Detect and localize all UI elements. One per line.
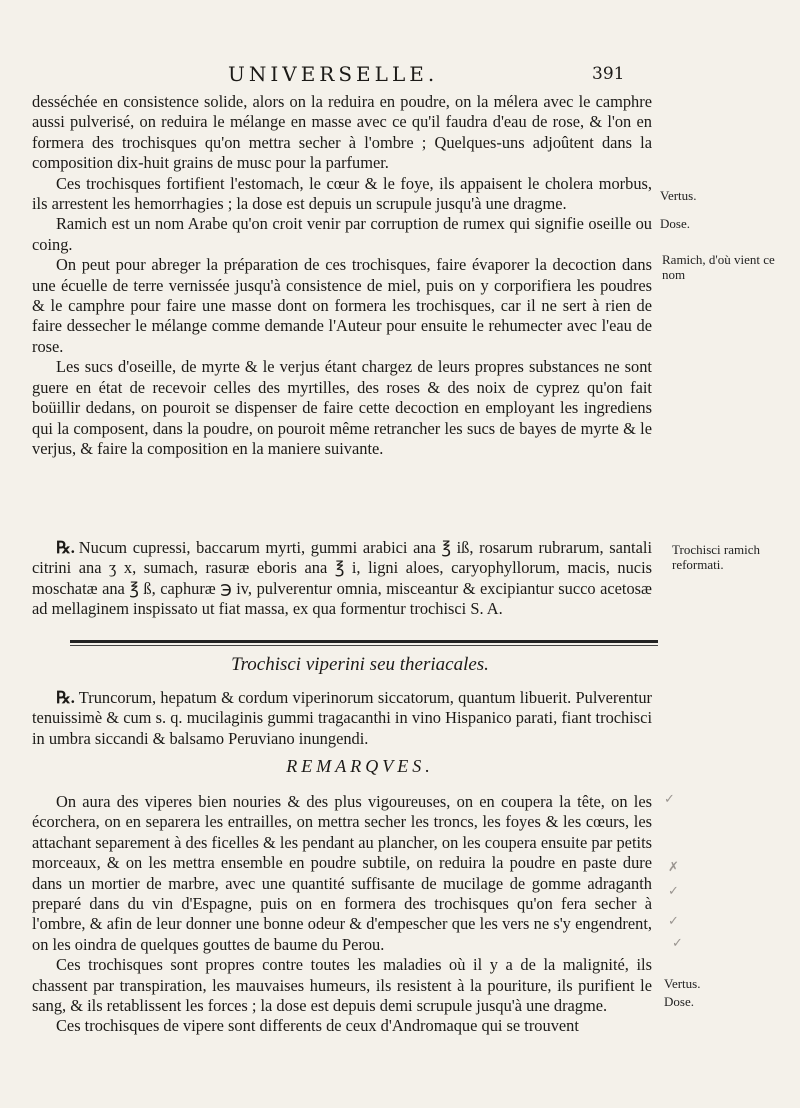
running-title: UNIVERSELLE.: [228, 62, 439, 86]
paragraph: On aura des viperes bien nouries & des plus vigoureuses, on en coupera la tête, on les écorchera, on en separera les entrailles, on mettra secher les troncs, les foyes & les cœurs, les attachant separement à des ficelles & les pendant au plancher, on les coupera ensuite par petits morceaux, & on les mettra ensemble en poudre subtile, on reduira la poudre en paste dure dans un mortier de marbre, avec une quantité suffisante de mucilage de gomme adraganth preparé dans du vin d'Espagne, puis on en formera des trochisques qu'on fera secher à l'ombre, & afin de leur donner une bonne odeur & d'empescher que les vers ne s'y engendrent, on les oindra de quelques gouttes de baume du Perou.: [32, 792, 652, 954]
paragraph: Ces trochisques sont propres contre toutes les maladies où il y a de la malignité, ils chassent par transpiration, les mauvaises humeurs, ils resistent à la pouriture, ils purifient le sang, & ils retablissent les forces ; la dose est depuis demi scrupule jusqu'à une dragme.: [32, 955, 652, 1016]
section-divider: [70, 640, 658, 646]
paragraph: desséchée en consistence solide, alors on la reduira en poudre, on la mélera avec le camphre aussi pulverisé, on reduira le mélange en masse avec ce qu'il faudra d'eau de rose, & l'on en formera des trochisques qu'on mettra secher à l'ombre ; Quelques-uns adjoûtent dans la composition dix-huit grains de musc pour la parfumer.: [32, 92, 652, 173]
paragraph: Ces trochisques fortifient l'estomach, le cœur & le foye, ils appaisent le cholera morbus, ils arrestent les hemorrhagies ; la dose est depuis un scrupule jusqu'à une dragme.: [32, 173, 652, 214]
remarques-title: REMARQVES.: [286, 756, 434, 776]
section-title: Trochisci viperini seu theriacales.: [231, 654, 489, 675]
recipe-text: Truncorum, hepatum & cordum viperinorum siccatorum, quantum libuerit. Pulverentur tenuissimè & cum s. q. mucilaginis gummi tragacanthi in vino Hispanico parati, fiant trochisci in umbra siccandi & balsamo Peruviano inungendi.: [32, 688, 652, 748]
page-header: [0, 62, 800, 92]
margin-note-dose: Dose.: [660, 216, 690, 231]
recipe-block-2: [32, 688, 652, 749]
pencil-mark-icon: ✗: [668, 860, 679, 875]
page-number: 391: [592, 64, 625, 84]
paragraph: Ces trochisques de vipere sont differents de ceux d'Andromaque qui se trouvent: [56, 1016, 579, 1036]
paragraph: On peut pour abreger la préparation de ces trochisques, faire évaporer la decoction dans une écuelle de terre vernissée jusqu'à consistence de miel, puis on y corporifiera les poudres & le camphre pour faire une masse dont on formera les trochisques, car il ne sert à rien de faire dessecher le mélange comme demande l'Auteur pour ensuite le rehumecter avec l'eau de rose.: [32, 255, 652, 356]
paragraph: Les sucs d'oseille, de myrte & le verjus étant chargez de leurs propres substances ne sont guere en état de recevoir celles des myrtilles, des roses & des noix de cyprez qu'on fait boüillir dedans, on pouroit se dispenser de faire cette decoction en employant les ingrediens qui la composent, dans la poudre, on pouroit même retrancher les sucs de bayes de myrte & le verjus, & faire la composition en la maniere suivante.: [32, 357, 652, 458]
margin-note-dose: Dose.: [664, 994, 694, 1009]
margin-note-vertus: Vertus.: [664, 976, 701, 991]
paragraph: Ramich est un nom Arabe qu'on croit venir par corruption de rumex qui signifie oseille ou coing.: [32, 214, 652, 254]
text-block-top: [32, 92, 652, 459]
recipe-symbol: ℞.: [56, 538, 75, 557]
pencil-mark-icon: ✓: [668, 884, 679, 899]
recipe-block-1: [32, 538, 652, 620]
pencil-mark-icon: ✓: [664, 792, 675, 807]
pencil-mark-icon: ✓: [668, 914, 679, 929]
recipe-symbol: ℞.: [56, 688, 75, 707]
text-block-bottom: [32, 792, 652, 1037]
margin-note-vertus: Vertus.: [660, 188, 697, 203]
margin-note-ramich: Ramich, d'où vient ce nom: [662, 252, 775, 282]
recipe-text: Nucum cupressi, baccarum myrti, gummi arabici ana ℥ iß, rosarum rubrarum, santali citrini ana ʒ x, sumach, rasuræ eboris ana ℥ i, ligni aloes, caryophyllorum, macis, nucis moschatæ ana ℥ ß, caphuræ ℈ iv, pulverentur omnia, misceantur & excipiantur succo acetosæ ad mellaginem inspissato ut fiat massa, ex qua formentur trochisci S. A.: [32, 538, 652, 619]
margin-note-trochisci-reformati: Trochisci ramich reformati.: [672, 542, 760, 572]
pencil-mark-icon: ✓: [672, 936, 683, 951]
